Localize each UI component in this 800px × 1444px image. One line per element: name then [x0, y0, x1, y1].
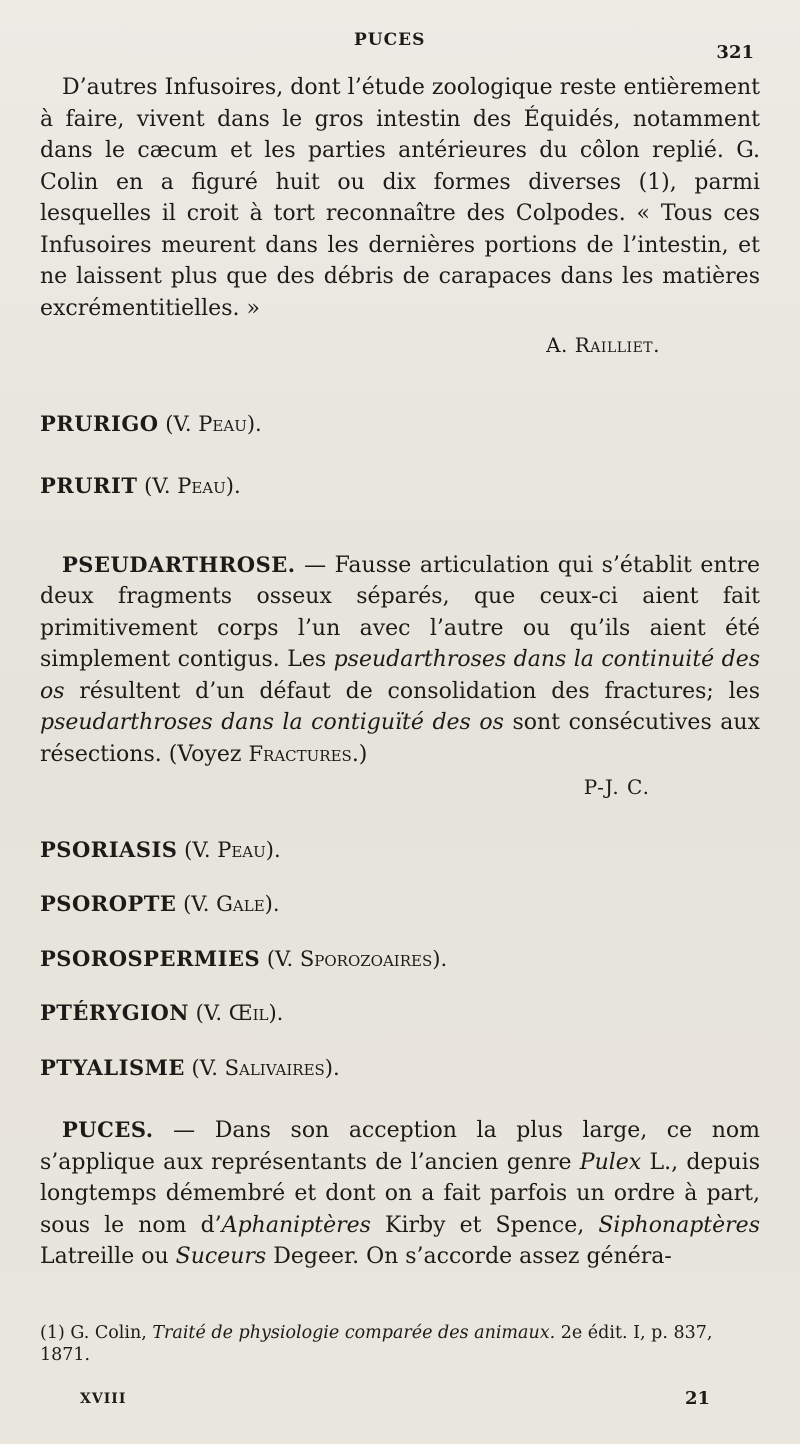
entry-headword: PSOROPTE	[40, 891, 177, 916]
ref-target: Peau	[198, 411, 247, 436]
body-text	[40, 72, 760, 1273]
entry-headword: PTÉRYGION	[40, 1000, 189, 1025]
signature-name: Railliet.	[574, 333, 660, 357]
ref-suffix: ).	[432, 946, 448, 971]
entry-psoropte	[40, 888, 760, 921]
entry-text: Degeer. On s’accorde assez généra-	[266, 1244, 672, 1269]
entry-italic-text: pseudarthroses dans la continuité des os	[40, 647, 760, 704]
ref-prefix: (V.	[188, 1001, 229, 1025]
running-title: PUCES	[354, 30, 426, 50]
entry-prurit	[40, 470, 760, 503]
intro-signature	[40, 330, 660, 362]
ref-prefix: (V.	[158, 411, 199, 436]
cross-reference	[189, 1001, 283, 1025]
entry-headword: PUCES.	[62, 1117, 154, 1142]
sheet-number: 21	[684, 1388, 710, 1409]
entry-text: — Dans son acception la plus large, ce nom s’applique aux représentants de l’ancien genre	[40, 1118, 760, 1175]
entry-pterygion	[40, 997, 760, 1030]
entry-headword: PRURIT	[40, 473, 138, 498]
ref-suffix: ).	[246, 411, 262, 436]
ref-target: Peau	[217, 837, 266, 862]
intro-paragraph: D’autres Infusoires, dont l’étude zoologique reste entièrement à faire, vivent dans le gros intestin des Équidés, notamment dans le cæcum et les parties antérieures du côlon replié. G. Colin en a figuré huit ou dix formes diverses (1), parmi lesquelles il croit à tort reconnaître des Colpodes. « Tous ces Infusoires meurent dans les dernières portions de l’intestin, et ne laissent plus que des débris de carapaces dans les matières excrémentitielles. »	[40, 75, 760, 321]
entry-text: .)	[351, 741, 368, 767]
entry-headword: PRURIGO	[40, 410, 159, 436]
entry-text: sont consécutives aux résections. (Voyez	[40, 710, 760, 767]
footnote-marker: (1) G. Colin,	[40, 1323, 153, 1343]
cross-reference	[137, 474, 240, 498]
entry-prurigo	[40, 408, 760, 441]
footnote-details: 2e édit. I, p. 837, 1871.	[40, 1323, 713, 1365]
ref-suffix: ).	[264, 892, 280, 916]
footnote	[40, 1322, 764, 1366]
entry-italic-text: Suceurs	[175, 1244, 267, 1269]
entry-headword: PSORIASIS	[40, 836, 178, 862]
entry-text: Kirby et Spence,	[370, 1212, 599, 1238]
entry-puces	[40, 1114, 760, 1273]
ref-prefix: (V.	[260, 946, 300, 971]
page-number: 321	[716, 42, 754, 63]
ref-target: Sporozoaires	[299, 946, 433, 971]
cross-reference	[248, 742, 351, 766]
cross-reference	[185, 1056, 340, 1080]
cross-reference	[176, 892, 279, 916]
footnote-title: Traité de physiologie comparée des animaux.	[152, 1323, 556, 1343]
ref-prefix: (V.	[176, 892, 217, 916]
entry-italic-text: Pulex	[579, 1149, 642, 1175]
entry-pseudarthrose	[40, 549, 760, 771]
entry-headword: PSEUDARTHROSE.	[62, 551, 296, 577]
entry-text: Latreille ou	[40, 1244, 176, 1269]
entry-headword: PTYALISME	[40, 1054, 185, 1080]
entry-psoriasis	[40, 834, 760, 867]
entry-text: L., depuis longtemps démembré et dont on a fait parfois un ordre à part, sous le nom d’	[40, 1149, 760, 1238]
ref-suffix: ).	[268, 1001, 284, 1025]
ref-target: Peau	[177, 474, 226, 498]
ref-target: Salivaires	[224, 1055, 325, 1080]
entry-psorospermies	[40, 943, 760, 976]
ref-prefix: (V.	[137, 474, 178, 498]
entry-italic-text: Aphaniptères	[221, 1212, 371, 1238]
entry-signature: P-J. C.	[583, 775, 650, 799]
ref-suffix: ).	[324, 1055, 340, 1080]
running-header	[0, 30, 800, 63]
ref-suffix: ).	[265, 837, 281, 862]
signature-mark: XVIII	[80, 1391, 127, 1407]
ref-prefix: (V.	[177, 837, 218, 862]
entry-headword: PSOROSPERMIES	[40, 945, 261, 971]
cross-reference	[159, 412, 262, 436]
signature-initial: A.	[546, 333, 575, 357]
entry-italic-text: Siphonaptères	[598, 1212, 760, 1238]
entry-ptyalisme	[40, 1052, 760, 1085]
ref-target: Gale	[216, 892, 265, 916]
ref-target: Œil	[228, 1001, 269, 1025]
entry-text: — Fausse articulation qui s’établit entre deux fragments osseux séparés, que ceux-ci aient fait primitivement corps l’un avec l’autre ou qu’ils aient été simplement contigus. Les	[40, 552, 760, 672]
entry-italic-text: pseudarthroses dans la contiguïté des os	[40, 710, 504, 735]
ref-target: Fractures	[248, 741, 352, 766]
entry-text: résultent d’un défaut de consolidation des fractures; les	[64, 678, 760, 704]
ref-prefix: (V.	[184, 1055, 225, 1080]
cross-reference	[177, 838, 280, 862]
cross-reference	[260, 947, 447, 971]
ref-suffix: ).	[225, 474, 241, 498]
